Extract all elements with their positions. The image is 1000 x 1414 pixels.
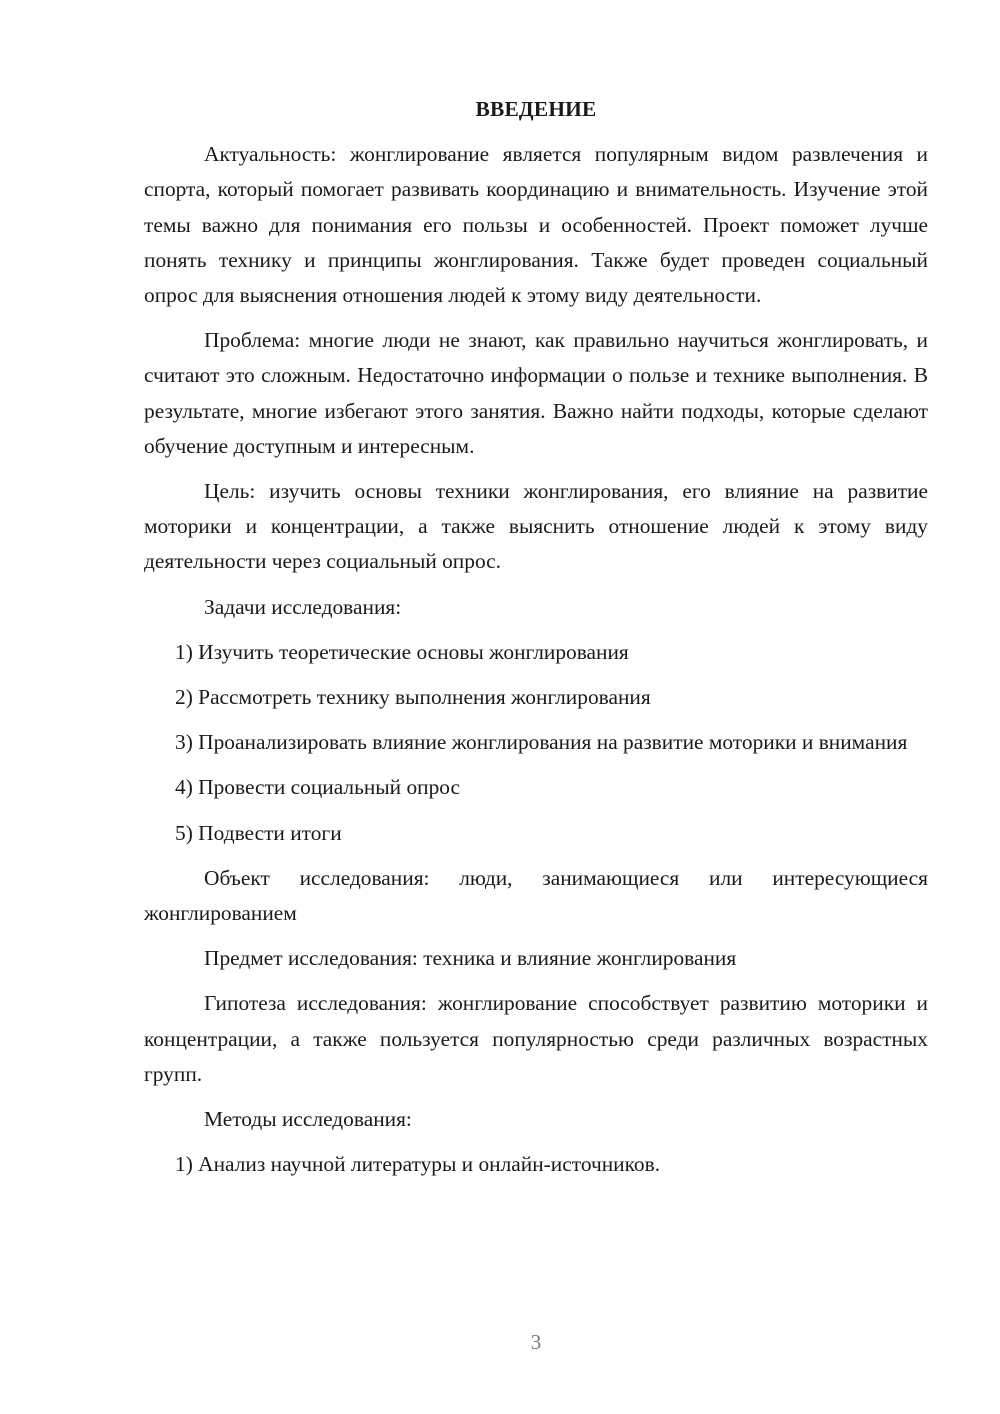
tasks-title: Задачи исследования: [204,594,402,619]
page-content [144,92,928,1192]
page-number: 3 [530,1330,542,1354]
task-item-1: 1) Изучить теоретические основы жонглирования [175,639,629,664]
relevance-paragraph: Актуальность: жонглирование является популярным видом развлечения и спорта, который помогает развивать координацию и внимательность. Изучение этой темы важно для понимания его пользы и особенностей. Проект поможет лучше понять технику и принципы жонглирования. Также будет проведен социальный опрос для выяснения отношения людей к этому виду деятельности. [144,142,928,308]
methods-title: Методы исследования: [204,1107,412,1132]
problem-paragraph: Проблема: многие люди не знают, как правильно научиться жонглировать, и считают это сложным. Недостаточно информации о пользе и технике выполнения. В результате, многие избегают этого занятия. Важно найти подходы, которые сделают обучение доступным и интересным. [144,328,928,458]
method-item-1: 1) Анализ научной литературы и онлайн-источников. [175,1152,661,1177]
task-item-3: 3) Проанализировать влияние жонглирования на развитие моторики и внимания [175,730,908,755]
goal-paragraph: Цель: изучить основы техники жонглирования, его влияние на развитие моторики и концентрации, а также выяснить отношение людей к этому виду деятельности через социальный опрос. [144,479,928,574]
task-item-2: 2) Рассмотреть технику выполнения жонглирования [175,685,651,710]
task-item-5: 5) Подвести итоги [175,820,342,845]
object-paragraph: Объект исследования: люди, занимающиеся или интересующиеся жонглированием [144,865,928,926]
task-item-4: 4) Провести социальный опрос [175,775,461,800]
subject-paragraph: Предмет исследования: техника и влияние жонглирования [204,946,737,971]
section-heading: ВВЕДЕНИЕ [475,97,597,121]
hypothesis-paragraph: Гипотеза исследования: жонглирование способствует развитию моторики и концентрации, а также пользуется популярностью среди различных возрастных групп. [144,991,928,1086]
